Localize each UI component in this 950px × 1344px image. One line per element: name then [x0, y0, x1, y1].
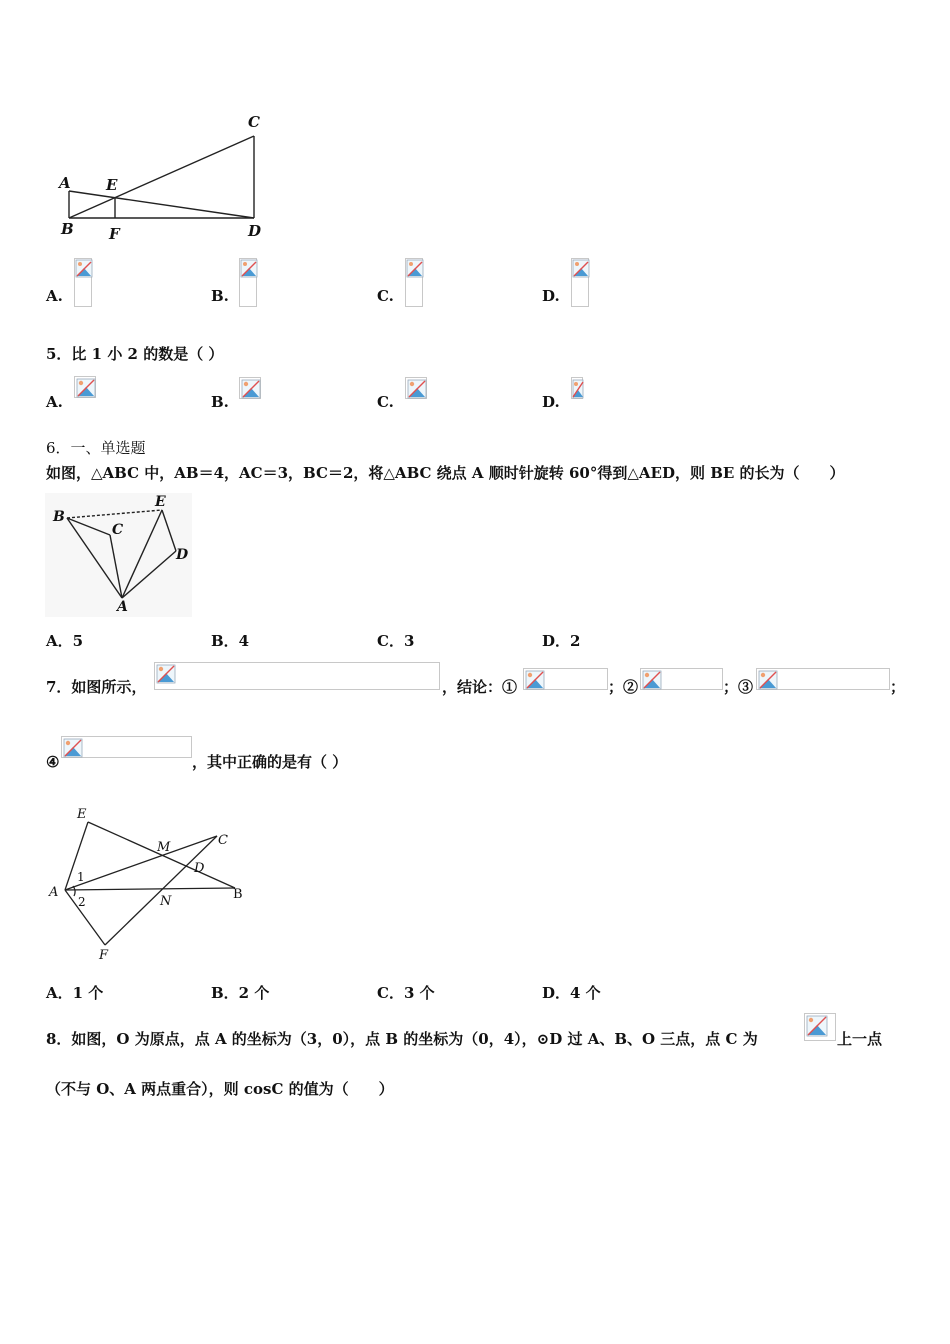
label-f: F	[109, 225, 120, 243]
broken-image-icon	[572, 259, 590, 279]
broken-image-icon	[805, 1014, 829, 1038]
q5-option-b-image	[239, 377, 261, 399]
q6-heading: 6．一、单选题	[46, 439, 146, 457]
label-b: B	[61, 220, 74, 238]
q8-line-1-end: 上一点	[837, 1030, 883, 1048]
q7-option-c[interactable]: C．3 个	[377, 984, 435, 1002]
label-e: E	[155, 494, 166, 510]
q7-tail: ，其中正确的是有（ ）	[192, 753, 348, 771]
figure-rotated-triangle	[45, 493, 192, 617]
q7-sep-2: ；②	[608, 678, 639, 696]
broken-image-icon	[240, 378, 262, 400]
q5-stem: 5．比 1 小 2 的数是（ ）	[46, 345, 224, 363]
q6-option-a[interactable]: A．5	[46, 632, 84, 650]
broken-image-icon	[641, 669, 663, 691]
broken-image-icon	[75, 259, 93, 279]
label-e: E	[106, 176, 118, 194]
broken-image-icon	[62, 737, 84, 759]
q8-line-1: 8．如图，O 为原点，点 A 的坐标为（3，0），点 B 的坐标为（0，4），⊙D 过 A、B、O 三点，点 C 为	[46, 1030, 758, 1048]
q7-sep-3: ；③	[723, 678, 754, 696]
q4-option-c[interactable]: C.	[377, 287, 394, 305]
broken-image-icon	[406, 378, 428, 400]
q7-option-d[interactable]: D．4 个	[542, 984, 601, 1002]
q6-stem: 如图，△ABC 中，AB＝4，AC＝3，BC＝2，将△ABC 绕点 A 顺时针旋转 60°得到△AED，则 BE 的长为（ ）	[46, 464, 845, 482]
q7-mid: ，结论：①	[442, 678, 518, 696]
label-c: C	[248, 113, 260, 131]
label-c: C	[218, 833, 228, 848]
q8-arc-image	[804, 1013, 836, 1041]
q4-option-a-image	[74, 258, 92, 307]
figure-triangles-abcdef	[55, 110, 275, 245]
q7-option-a[interactable]: A．1 个	[46, 984, 104, 1002]
angle-2-label: 2	[78, 895, 86, 909]
q7-conclusion-2-image	[640, 668, 723, 690]
q7-prefix: 7．如图所示，	[46, 678, 147, 696]
broken-image-icon	[75, 377, 97, 399]
label-b: B	[53, 509, 65, 525]
label-d: D	[194, 861, 205, 876]
broken-image-icon	[757, 669, 779, 691]
q6-option-c[interactable]: C．3	[377, 632, 415, 650]
q4-option-b[interactable]: B.	[211, 287, 229, 305]
q5-option-c[interactable]: C.	[377, 393, 394, 411]
label-d: D	[248, 222, 262, 240]
q4-option-d-image	[571, 258, 589, 307]
label-m: M	[157, 840, 171, 855]
broken-image-icon	[240, 259, 258, 279]
q5-option-c-image	[405, 377, 427, 399]
q4-option-a[interactable]: A.	[46, 287, 63, 305]
q4-option-c-image	[405, 258, 423, 307]
q7-option-b[interactable]: B．2 个	[211, 984, 270, 1002]
q5-option-a[interactable]: A.	[46, 393, 63, 411]
label-c: C	[112, 522, 124, 538]
q4-option-b-image	[239, 258, 257, 307]
label-a: A	[49, 885, 59, 900]
figure-intersecting-triangles	[45, 800, 250, 965]
q6-option-d[interactable]: D．2	[542, 632, 581, 650]
figure-7-svg	[45, 800, 250, 965]
label-d: D	[176, 547, 189, 563]
broken-image-icon	[155, 663, 177, 685]
q8-line-2: （不与 O、A 两点重合），则 cosC 的值为（ ）	[46, 1080, 394, 1098]
label-n: N	[160, 894, 172, 909]
broken-image-icon	[406, 259, 424, 279]
label-a: A	[117, 599, 128, 615]
figure-1-svg	[55, 110, 275, 245]
q7-end-1: ；	[890, 678, 906, 696]
q5-option-d[interactable]: D.	[542, 393, 560, 411]
q5-option-d-image	[571, 377, 583, 399]
q7-conclusion-1-image	[523, 668, 608, 690]
q5-option-b[interactable]: B.	[211, 393, 229, 411]
q7-circle-4: ④	[46, 753, 60, 771]
q4-option-d[interactable]: D.	[542, 287, 560, 305]
broken-image-icon	[524, 669, 546, 691]
label-f: F	[99, 948, 109, 963]
q7-condition-image	[154, 662, 440, 690]
label-e: E	[77, 807, 87, 822]
q5-option-a-image	[74, 376, 96, 398]
label-a: A	[59, 174, 71, 192]
q6-option-b[interactable]: B．4	[211, 632, 250, 650]
q7-conclusion-4-image	[61, 736, 192, 758]
q7-conclusion-3-image	[756, 668, 890, 690]
figure-6-svg	[45, 493, 192, 617]
broken-image-icon	[572, 378, 584, 400]
label-b: B	[233, 887, 243, 902]
angle-1-label: 1	[77, 870, 85, 884]
